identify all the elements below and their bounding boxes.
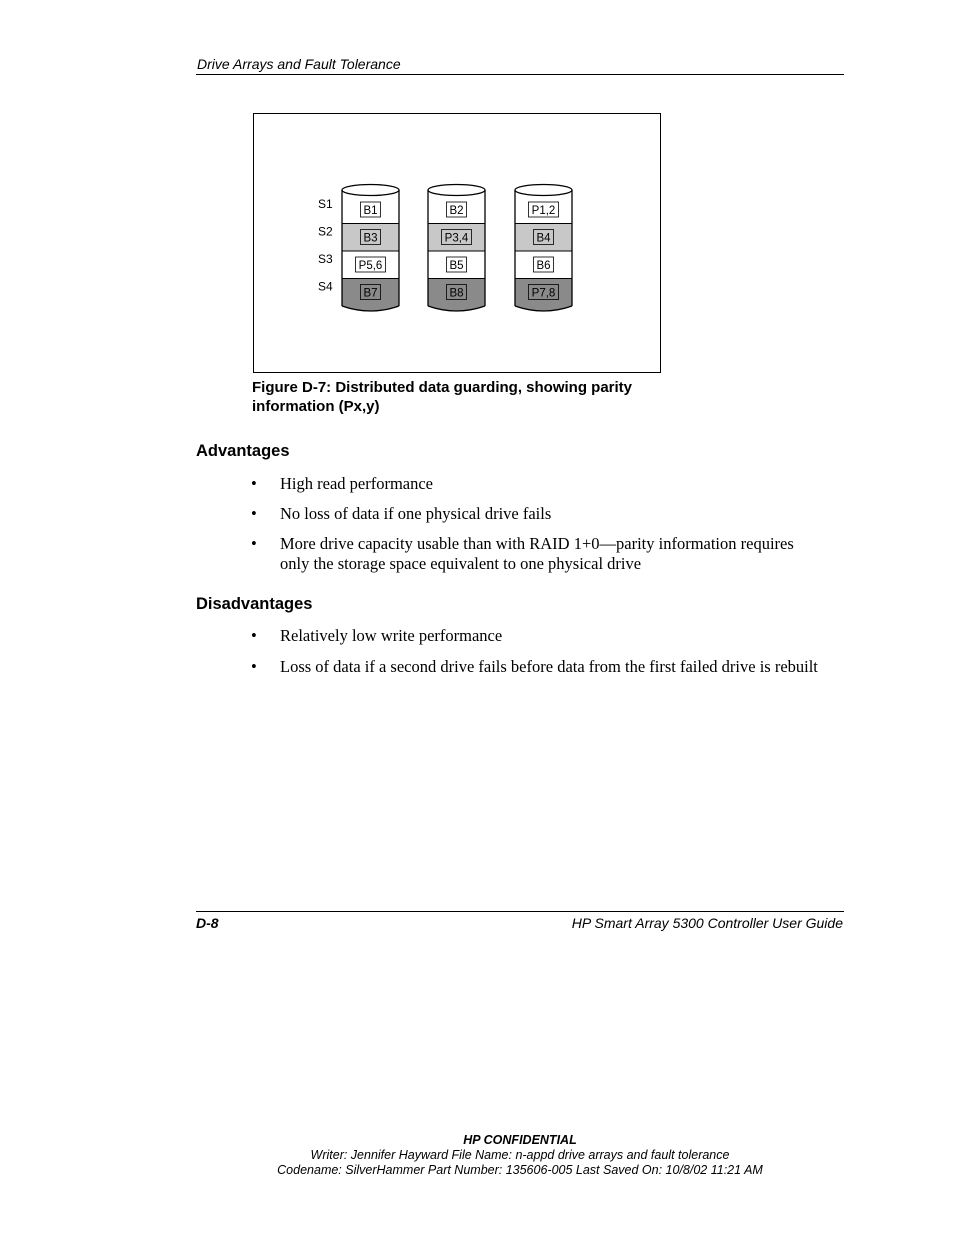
block-label: B6: [536, 260, 551, 272]
block-label: B3: [363, 232, 378, 245]
stripe-label: S3: [318, 252, 333, 266]
advantages-heading: Advantages: [196, 442, 290, 460]
block-label: P1,2: [531, 205, 556, 217]
advantages-list: [250, 474, 850, 574]
drive-top: [342, 185, 399, 196]
bullet-icon: •: [251, 474, 257, 493]
drive-bottom: [428, 306, 485, 311]
list-item: • No loss of data if one physical drive fails: [251, 504, 552, 523]
bullet-icon: •: [251, 657, 257, 676]
disadvantages-heading: Disadvantages: [196, 595, 313, 613]
figure-d7: [253, 113, 661, 373]
stripe-label: S4: [318, 279, 333, 294]
block-label: B8: [449, 287, 464, 300]
block-label: B1: [363, 205, 378, 217]
drive-top: [515, 185, 572, 196]
figure-caption: Figure D-7: Distributed data guarding, showing parity information (Px,y): [252, 379, 633, 415]
bullet-icon: •: [251, 534, 257, 553]
guide-title: HP Smart Array 5300 Controller User Guide: [571, 915, 843, 931]
list-item: • More drive capacity usable than with RAID 1+0—parity information requires only the storage space equivalent to one physical drive: [251, 534, 794, 573]
list-item: • Relatively low write performance: [251, 626, 503, 645]
list-item: • Loss of data if a second drive fails before data from the first failed drive is rebuilt: [251, 657, 818, 676]
list-item: • High read performance: [251, 474, 434, 493]
bullet-icon: •: [251, 504, 257, 523]
disadvantages-list: [250, 626, 870, 677]
drive-bottom: [515, 306, 572, 311]
confidential-writer-line: Writer: Jennifer Hayward File Name: n-appd drive arrays and fault tolerance: [310, 1148, 730, 1162]
block-label: P5,6: [358, 260, 383, 272]
stripe-label: S1: [318, 197, 333, 211]
page-number: D-8: [196, 915, 219, 931]
drive-bottom: [342, 306, 399, 311]
block-label: B7: [363, 287, 378, 300]
header-title: Drive Arrays and Fault Tolerance: [197, 56, 401, 72]
block-label: B5: [449, 260, 464, 272]
block-label: B2: [449, 205, 464, 217]
confidential-codename-line: Codename: SilverHammer Part Number: 135606-005 Last Saved On: 10/8/02 11:21 AM: [277, 1163, 763, 1177]
drive-top: [428, 185, 485, 196]
confidential-block: [0, 1133, 954, 1178]
stripe-label: S2: [318, 224, 333, 239]
raid-diagram: [254, 114, 660, 372]
block-label: B4: [536, 232, 551, 245]
footer-rule: [196, 911, 844, 912]
block-label: P7,8: [531, 287, 556, 300]
bullet-icon: •: [251, 626, 257, 645]
block-label: P3,4: [444, 232, 469, 245]
confidential-title: HP CONFIDENTIAL: [463, 1133, 577, 1147]
running-header: [196, 55, 844, 75]
